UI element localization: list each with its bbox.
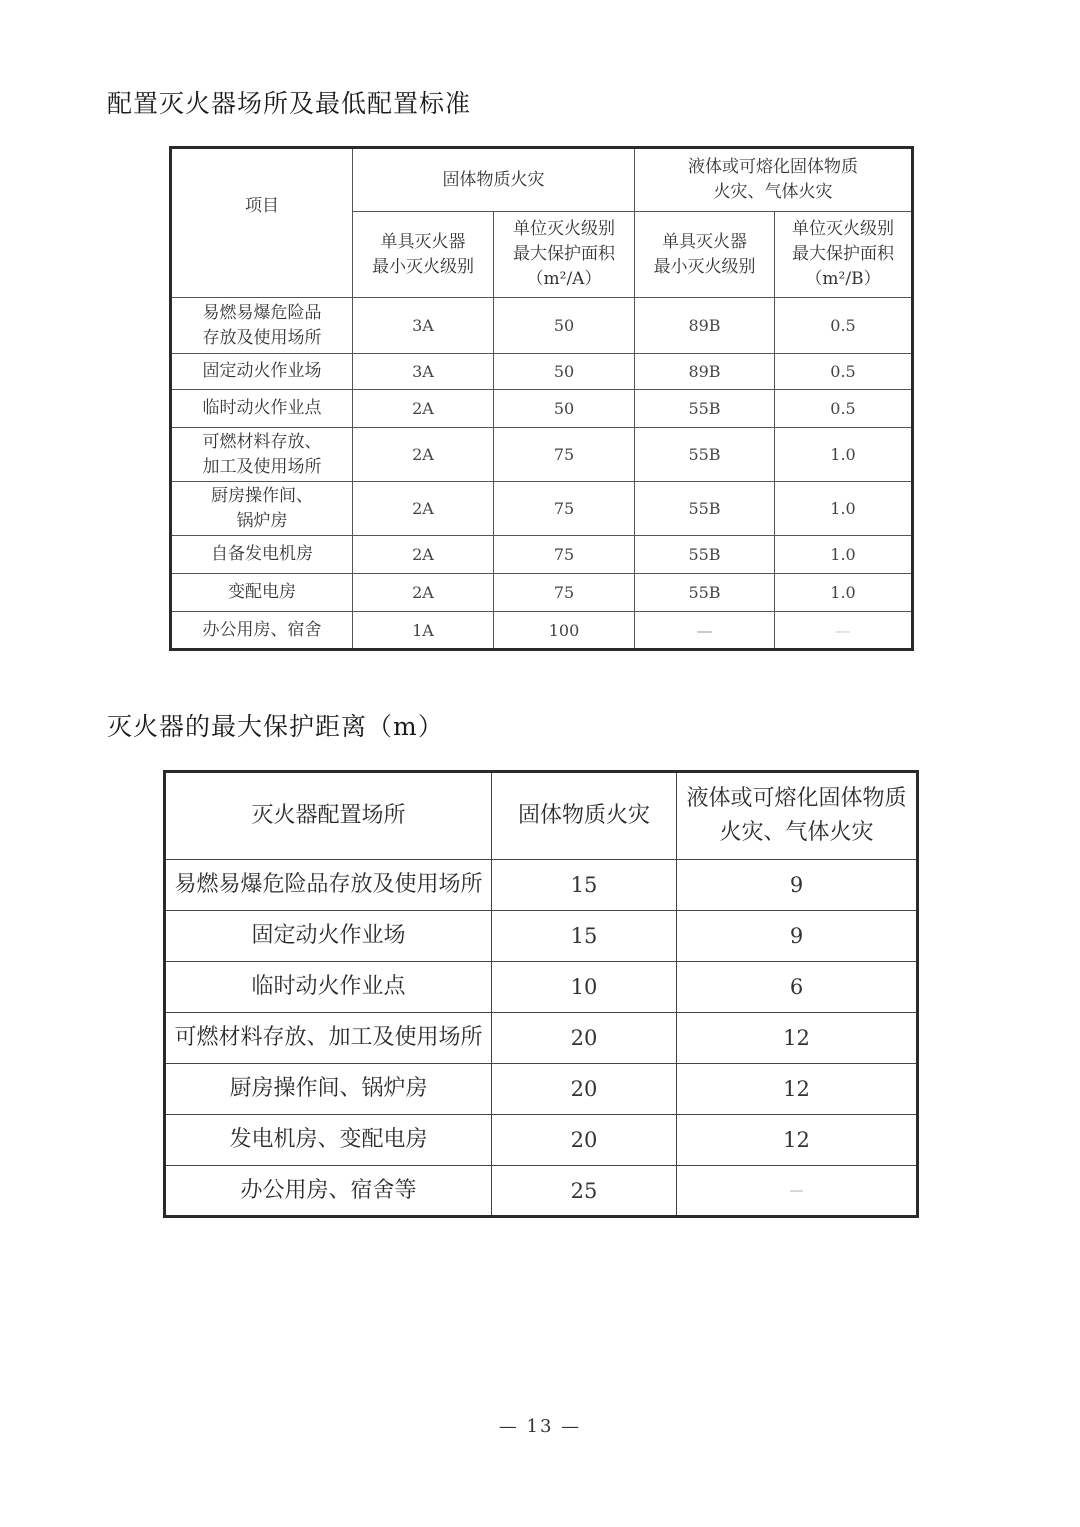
table-row <box>171 612 913 650</box>
place-cell: 固定动火作业场 <box>165 911 492 962</box>
header-solid-max-area: 单位灭火级别 最大保护面积 （m²/A） <box>494 212 635 298</box>
liquid-distance-cell: 9 <box>677 911 918 962</box>
liquid-min-cell: 89B <box>635 354 775 390</box>
liquid-distance-cell: 9 <box>677 860 918 911</box>
table-row <box>165 1013 918 1064</box>
solid-distance-cell: 20 <box>492 1064 677 1115</box>
row-label: 变配电房 <box>171 574 353 612</box>
solid-distance-cell: 25 <box>492 1166 677 1217</box>
liquid-min-cell: 55B <box>635 574 775 612</box>
solid-min-cell: 2A <box>353 574 494 612</box>
fire-extinguisher-config-table <box>169 146 914 651</box>
solid-area-cell: 75 <box>494 574 635 612</box>
table2-title: 灭火器的最大保护距离（m） <box>107 712 444 741</box>
liquid-area-cell: 0.5 <box>775 298 913 354</box>
row-label: 厨房操作间、 锅炉房 <box>171 482 353 536</box>
table-row <box>171 536 913 574</box>
solid-min-cell: 2A <box>353 390 494 428</box>
liquid-area-cell: 1.0 <box>775 536 913 574</box>
liquid-min-cell: — <box>635 612 775 650</box>
row-label: 固定动火作业场 <box>171 354 353 390</box>
solid-min-cell: 2A <box>353 536 494 574</box>
table-row <box>171 482 913 536</box>
header-solid: 固体物质火灾 <box>492 772 677 860</box>
header-liquid-min-level: 单具灭火器 最小灭火级别 <box>635 212 775 298</box>
place-cell: 办公用房、宿舍等 <box>165 1166 492 1217</box>
liquid-distance-cell: 6 <box>677 962 918 1013</box>
row-label: 临时动火作业点 <box>171 390 353 428</box>
table-row <box>171 354 913 390</box>
header-liquid: 液体或可熔化固体物质 火灾、气体火灾 <box>677 772 918 860</box>
solid-min-cell: 1A <box>353 612 494 650</box>
solid-distance-cell: 15 <box>492 911 677 962</box>
solid-min-cell: 3A <box>353 354 494 390</box>
table-row <box>171 390 913 428</box>
solid-min-cell: 2A <box>353 482 494 536</box>
place-cell: 可燃材料存放、加工及使用场所 <box>165 1013 492 1064</box>
liquid-area-cell: — <box>775 612 913 650</box>
row-label: 办公用房、宿舍 <box>171 612 353 650</box>
liquid-distance-cell: 12 <box>677 1064 918 1115</box>
header-solid-group: 固体物质火灾 <box>353 148 635 212</box>
header-item: 项目 <box>171 148 353 298</box>
solid-area-cell: 75 <box>494 482 635 536</box>
solid-area-cell: 75 <box>494 536 635 574</box>
liquid-min-cell: 55B <box>635 536 775 574</box>
solid-area-cell: 50 <box>494 354 635 390</box>
table-row <box>165 860 918 911</box>
solid-distance-cell: 20 <box>492 1013 677 1064</box>
place-cell: 易燃易爆危险品存放及使用场所 <box>165 860 492 911</box>
solid-distance-cell: 10 <box>492 962 677 1013</box>
table-row <box>171 574 913 612</box>
liquid-area-cell: 1.0 <box>775 482 913 536</box>
solid-distance-cell: 20 <box>492 1115 677 1166</box>
solid-area-cell: 75 <box>494 428 635 482</box>
liquid-distance-cell: 12 <box>677 1013 918 1064</box>
header-liquid-max-area: 单位灭火级别 最大保护面积 （m²/B） <box>775 212 913 298</box>
liquid-area-cell: 0.5 <box>775 390 913 428</box>
header-place: 灭火器配置场所 <box>165 772 492 860</box>
row-label: 可燃材料存放、 加工及使用场所 <box>171 428 353 482</box>
table-row <box>171 428 913 482</box>
solid-area-cell: 50 <box>494 298 635 354</box>
place-cell: 临时动火作业点 <box>165 962 492 1013</box>
row-label: 自备发电机房 <box>171 536 353 574</box>
liquid-min-cell: 55B <box>635 482 775 536</box>
table1-title: 配置灭火器场所及最低配置标准 <box>107 89 472 118</box>
table-row <box>165 911 918 962</box>
solid-area-cell: 100 <box>494 612 635 650</box>
liquid-area-cell: 0.5 <box>775 354 913 390</box>
liquid-min-cell: 55B <box>635 390 775 428</box>
table-row <box>165 1064 918 1115</box>
liquid-distance-cell: 12 <box>677 1115 918 1166</box>
liquid-area-cell: 1.0 <box>775 428 913 482</box>
place-cell: 发电机房、变配电房 <box>165 1115 492 1166</box>
header-solid-min-level: 单具灭火器 最小灭火级别 <box>353 212 494 298</box>
header-liquid-group: 液体或可熔化固体物质 火灾、气体火灾 <box>635 148 913 212</box>
table-row <box>165 1115 918 1166</box>
table-row <box>171 298 913 354</box>
liquid-min-cell: 89B <box>635 298 775 354</box>
solid-area-cell: 50 <box>494 390 635 428</box>
place-cell: 厨房操作间、锅炉房 <box>165 1064 492 1115</box>
liquid-min-cell: 55B <box>635 428 775 482</box>
liquid-area-cell: 1.0 <box>775 574 913 612</box>
solid-min-cell: 2A <box>353 428 494 482</box>
liquid-distance-cell: — <box>677 1166 918 1217</box>
row-label: 易燃易爆危险品 存放及使用场所 <box>171 298 353 354</box>
max-protection-distance-table <box>163 770 919 1218</box>
table-row <box>165 1166 918 1217</box>
solid-distance-cell: 15 <box>492 860 677 911</box>
page-number: — 13 — <box>498 1416 582 1437</box>
solid-min-cell: 3A <box>353 298 494 354</box>
table-row <box>165 962 918 1013</box>
